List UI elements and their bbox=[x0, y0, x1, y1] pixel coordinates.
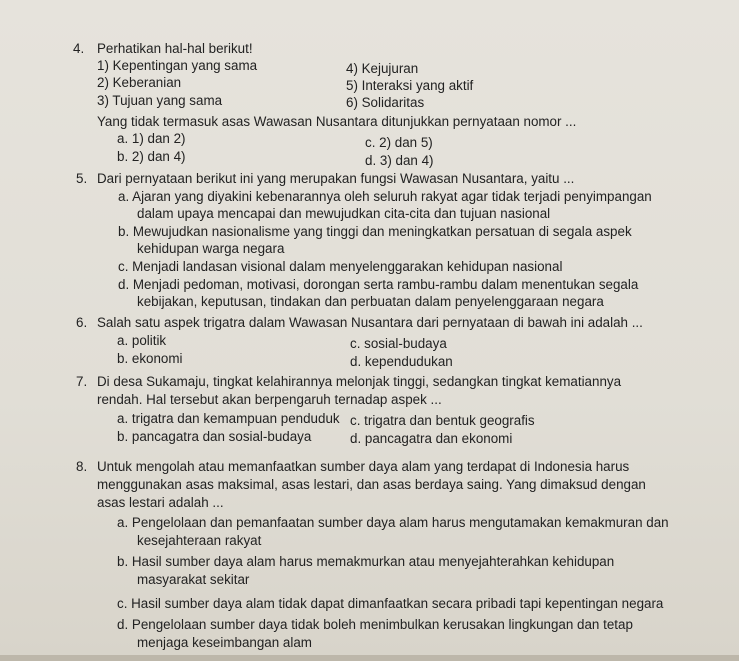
q4-item-1: 1) Kepentingan yang sama bbox=[97, 58, 258, 73]
q5-option-a-line1: a. Ajaran yang diyakini kebenarannya oleh seluruh rakyat agar tidak terjadi penyimpangan bbox=[118, 189, 652, 204]
q4-item-4: 4) Kejujuran bbox=[346, 61, 419, 76]
q4-stem: Perhatikan hal-hal berikut! bbox=[97, 41, 253, 56]
q8-stem-line3: asas lestari adalah ... bbox=[97, 495, 224, 510]
q7-stem-line2: rendah. Hal tersebut akan berpengaruh ternadap aspek ... bbox=[97, 392, 442, 407]
q6-option-c: c. sosial-budaya bbox=[350, 336, 447, 351]
q4-item-3: 3) Tujuan yang sama bbox=[97, 93, 223, 108]
q4-number: 4. bbox=[73, 41, 85, 56]
q5-option-b-line2: kehidupan warga negara bbox=[137, 241, 285, 256]
q7-option-c: c. trigatra dan bentuk geografis bbox=[350, 413, 535, 428]
q5-option-d-line2: kebijakan, keputusan, tindakan dan perbuatan dalam penyelenggaraan negara bbox=[137, 294, 604, 309]
q8-option-b-line2: masyarakat sekitar bbox=[137, 572, 250, 587]
q4-item-5: 5) Interaksi yang aktif bbox=[346, 78, 474, 93]
q4-option-b: b. 2) dan 4) bbox=[117, 149, 186, 164]
q8-option-a-line2: kesejahteraan rakyat bbox=[137, 533, 262, 548]
q4-item-6: 6) Solidaritas bbox=[346, 95, 425, 110]
q5-option-b-line1: b. Mewujudkan nasionalisme yang tinggi dan meningkatkan persatuan di segala aspek bbox=[118, 224, 632, 239]
q7-stem-line1: Di desa Sukamaju, tingkat kelahirannya melonjak tinggi, sedangkan tingkat kematiannya bbox=[97, 374, 622, 389]
q5-stem: Dari pernyataan berikut ini yang merupakan fungsi Wawasan Nusantara, yaitu ... bbox=[97, 171, 575, 186]
q8-option-c: c. Hasil sumber daya alam tidak dapat dimanfaatkan secara pribadi tapi kepentingan negara bbox=[117, 596, 664, 611]
q6-option-a: a. politik bbox=[117, 333, 167, 348]
q8-option-d-line2: menjaga keseimbangan alam bbox=[137, 635, 312, 650]
q6-option-b: b. ekonomi bbox=[117, 351, 183, 366]
page-bottom-edge bbox=[0, 655, 739, 661]
q4-question: Yang tidak termasuk asas Wawasan Nusantara ditunjukkan pernyataan nomor ... bbox=[97, 114, 577, 129]
q7-number: 7. bbox=[76, 374, 88, 389]
q5-option-d-line1: d. Menjadi pedoman, motivasi, dorongan serta rambu-rambu dalam menentukan segala bbox=[118, 277, 639, 292]
q4-item-2: 2) Keberanian bbox=[97, 75, 182, 90]
q8-stem-line1: Untuk mengolah atau memanfaatkan sumber daya alam yang terdapat di Indonesia harus bbox=[97, 459, 630, 474]
q8-stem-line2: menggunakan asas maksimal, asas lestari, dan asas berdaya saing. Yang dimaksud dengan bbox=[97, 477, 646, 492]
q7-option-d: d. pancagatra dan ekonomi bbox=[350, 431, 513, 446]
q4-option-c: c. 2) dan 5) bbox=[365, 135, 433, 150]
q7-option-a: a. trigatra dan kemampuan penduduk bbox=[117, 411, 340, 426]
q5-option-a-line2: dalam upaya mencapai dan mewujudkan cita-cita dan tujuan nasional bbox=[137, 206, 551, 221]
q6-number: 6. bbox=[76, 315, 88, 330]
q8-option-d-line1: d. Pengelolaan sumber daya tidak boleh menimbulkan kerusakan lingkungan dan tetap bbox=[117, 617, 633, 632]
q8-number: 8. bbox=[76, 459, 88, 474]
q6-option-d: d. kependudukan bbox=[350, 354, 453, 369]
q6-stem: Salah satu aspek trigatra dalam Wawasan Nusantara dari pernyataan di bawah ini adalah ... bbox=[97, 315, 643, 330]
q5-number: 5. bbox=[76, 171, 88, 186]
q5-option-c: c. Menjadi landasan visional dalam menyelenggarakan kehidupan nasional bbox=[118, 259, 563, 274]
q7-option-b: b. pancagatra dan sosial-budaya bbox=[117, 429, 312, 444]
q8-option-a-line1: a. Pengelolaan dan pemanfaatan sumber daya alam harus mengutamakan kemakmuran dan bbox=[117, 515, 669, 530]
q4-option-a: a. 1) dan 2) bbox=[117, 131, 186, 146]
q8-option-b-line1: b. Hasil sumber daya alam harus memakmurkan atau menyejahterahkan kehidupan bbox=[117, 554, 615, 569]
q4-option-d: d. 3) dan 4) bbox=[365, 153, 434, 168]
